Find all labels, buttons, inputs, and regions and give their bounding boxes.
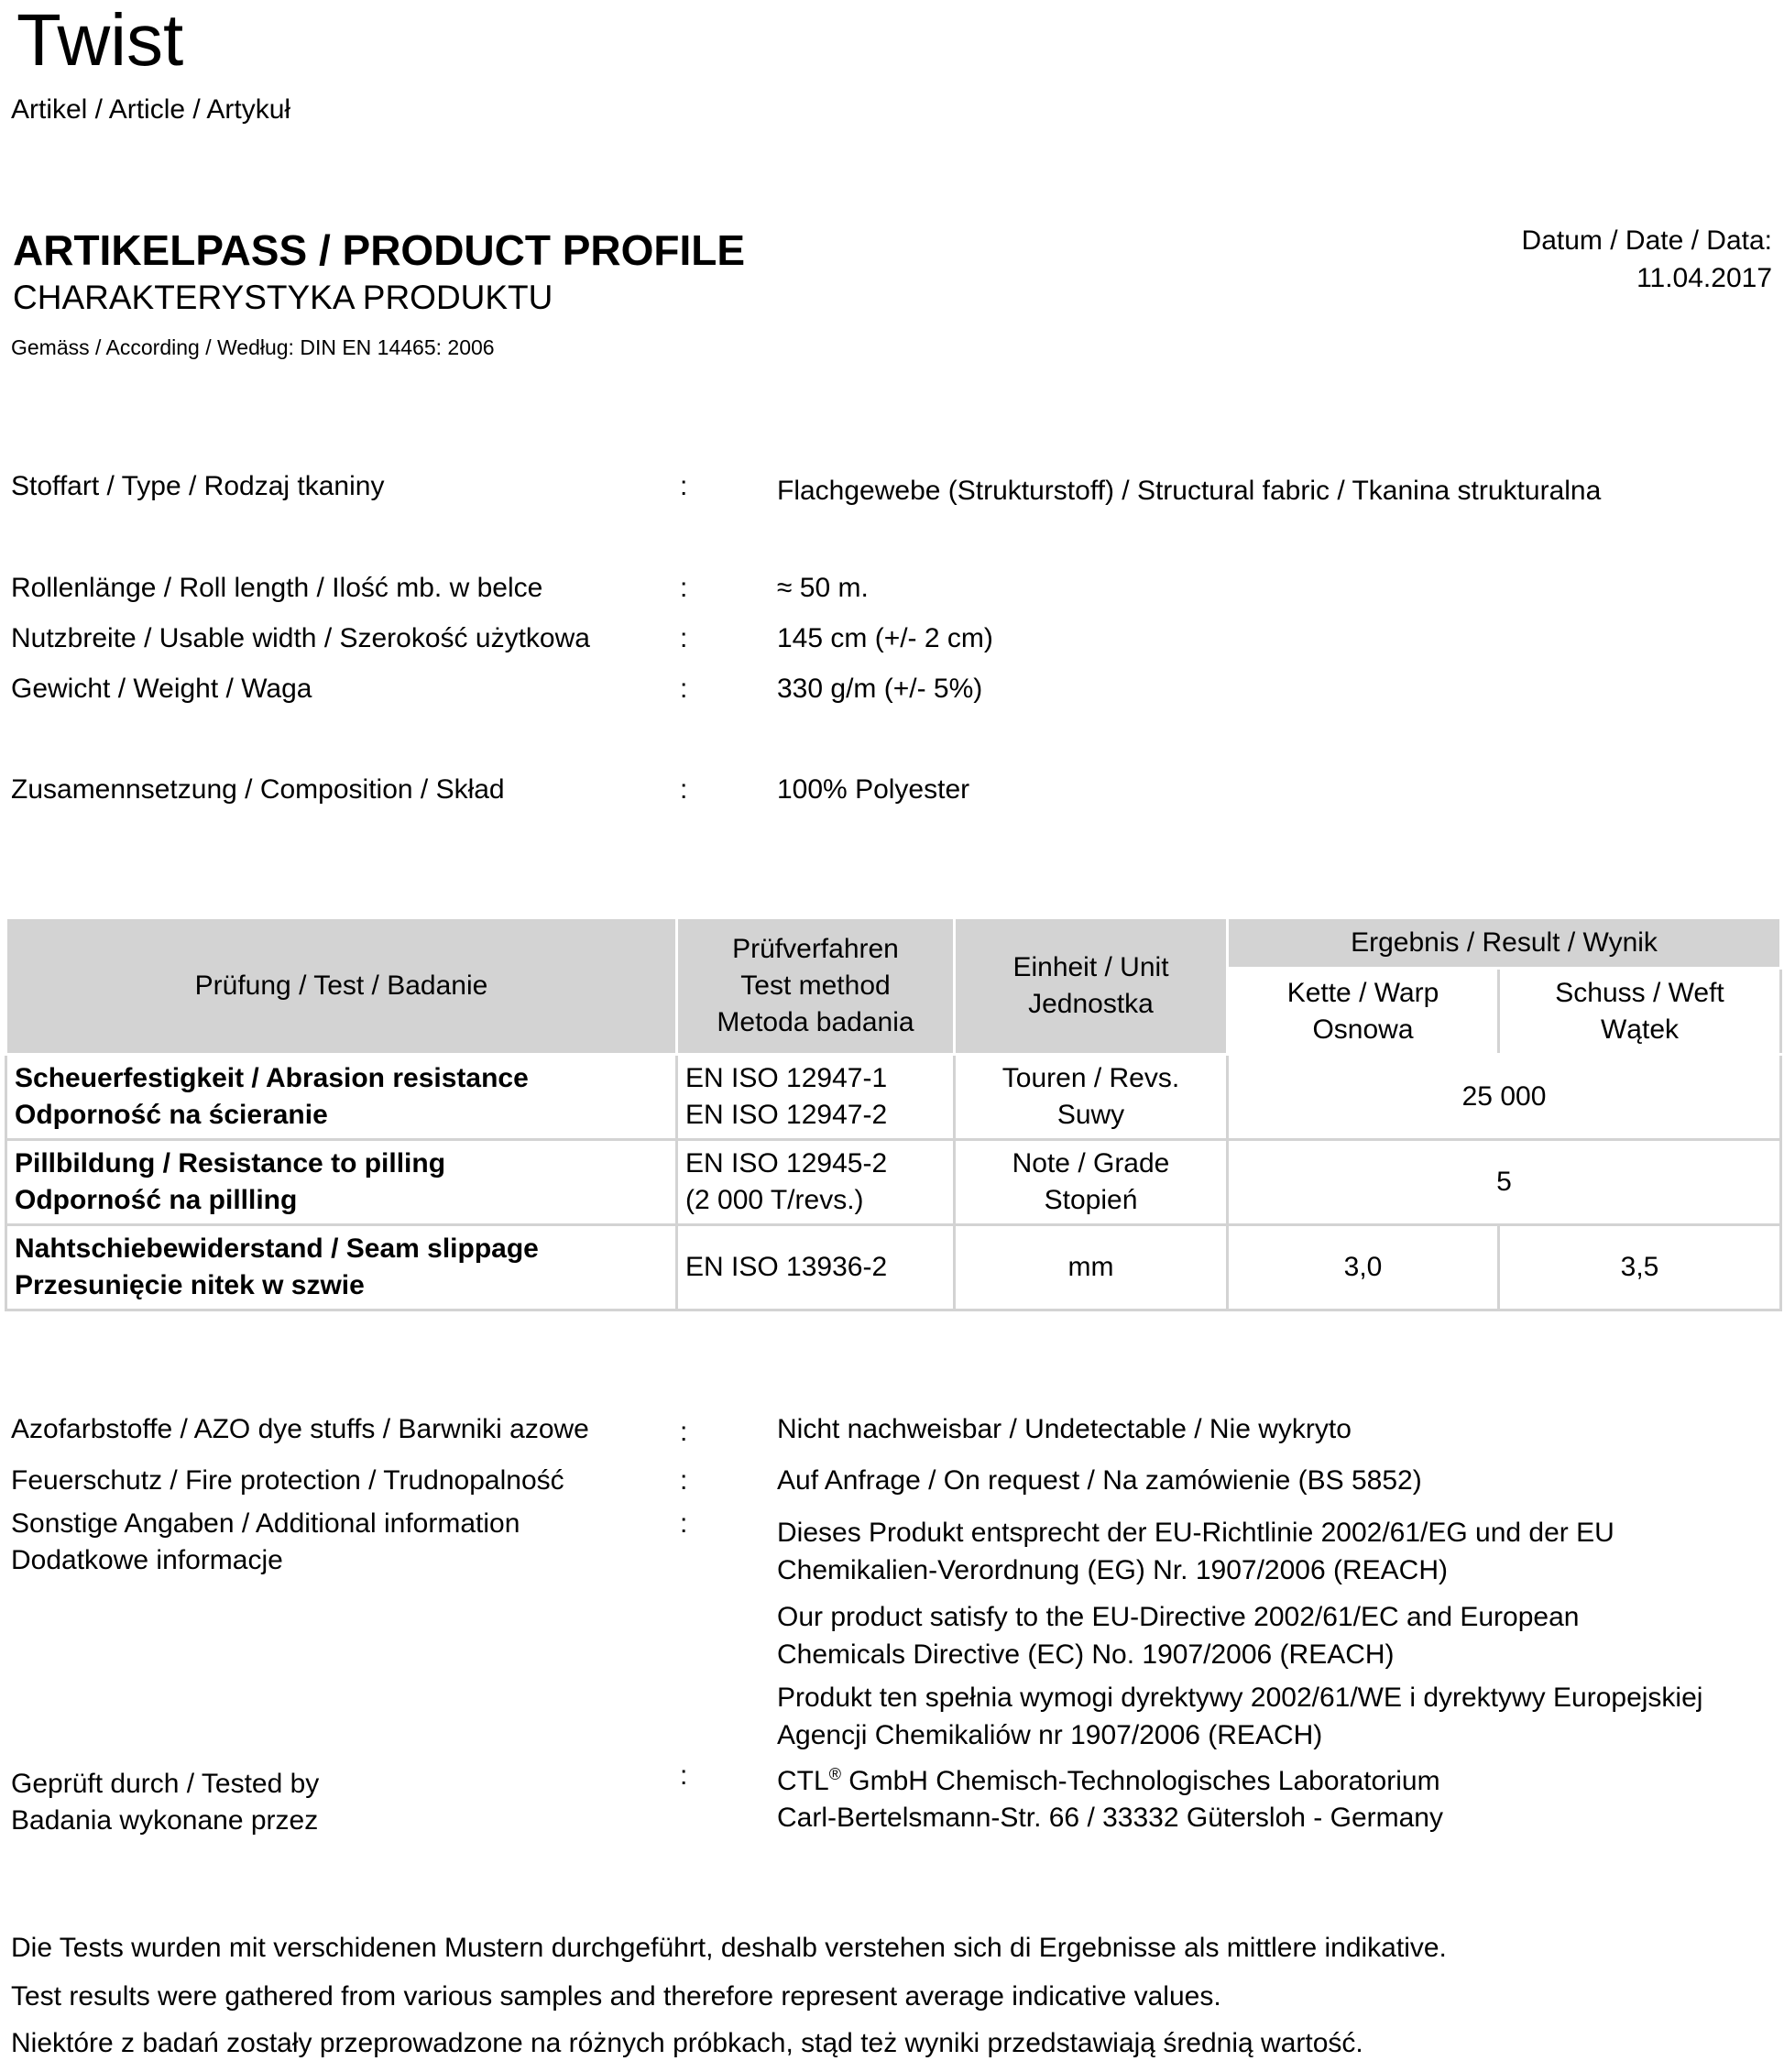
test-unit: Touren / Revs. Suwy [955, 1055, 1228, 1140]
lab-address: Carl-Bertelsmann-Str. 66 / 33332 Gütersloh - Germany [777, 1803, 1443, 1833]
spec-weight-value: 330 g/m (+/- 5%) [777, 674, 983, 704]
info-paragraph-pl: Produkt ten spełnia wymogi dyrektywy 2002/61/WE i dyrektywy Europejskiej Agencji Chemikaliów nr 1907/2006 (REACH) [777, 1683, 1703, 1750]
spec-roll-length-colon: : [680, 573, 688, 603]
date-label: Datum / Date / Data: [1521, 225, 1772, 256]
lab-info [777, 1763, 1443, 1836]
header-method: Prüfverfahren Test method Metoda badania [677, 918, 955, 1055]
test-method: EN ISO 13936-2 [677, 1225, 955, 1310]
spec-roll-length-label: Rollenlänge / Roll length / Ilość mb. w belce [11, 573, 543, 603]
fire-value: Auf Anfrage / On request / Na zamówienie (BS 5852) [777, 1465, 1422, 1496]
spec-type-value: Flachgewebe (Strukturstoff) / Structural fabric / Tkanina strukturalna [777, 476, 1602, 506]
footer-note-pl: Niektóre z badań zostały przeprowadzone na różnych próbkach, stąd też wyniki przedstawiają średnią wartość. [11, 2028, 1363, 2058]
spec-width-colon: : [680, 623, 688, 653]
header-unit: Einheit / Unit Jednostka [955, 918, 1228, 1055]
profile-subtitle: CHARAKTERYSTYKA PRODUKTU [13, 279, 553, 316]
spec-composition-colon: : [680, 774, 688, 805]
test-unit: Note / Grade Stopień [955, 1140, 1228, 1225]
azo-value: Nicht nachweisbar / Undetectable / Nie wykryto [777, 1414, 1352, 1444]
test-unit: mm [955, 1225, 1228, 1310]
spec-weight-colon: : [680, 674, 688, 704]
spec-weight-label: Gewicht / Weight / Waga [11, 674, 312, 704]
tested-by-colon: : [680, 1760, 688, 1791]
test-name: Scheuerfestigkeit / Abrasion resistance Odporność na ścieranie [6, 1055, 677, 1140]
table-row [6, 1225, 1781, 1310]
header-test: Prüfung / Test / Badanie [6, 918, 677, 1055]
test-result: 25 000 [1228, 1055, 1781, 1140]
spec-type-colon: : [680, 471, 688, 501]
spec-type-label: Stoffart / Type / Rodzaj tkaniny [11, 471, 385, 501]
header-result: Ergebnis / Result / Wynik [1228, 918, 1781, 969]
info-paragraph-en: Our product satisfy to the EU-Directive 2002/61/EC and European Chemicals Directive (EC) No. 1907/2006 (REACH) [777, 1602, 1580, 1670]
registered-mark: ® [828, 1765, 841, 1783]
fire-label: Feuerschutz / Fire protection / Trudnopalność [11, 1465, 564, 1496]
azo-colon: : [680, 1417, 688, 1447]
norm-reference: Gemäss / According / Według: DIN EN 14465: 2006 [11, 335, 495, 359]
test-method: EN ISO 12947-1 EN ISO 12947-2 [677, 1055, 955, 1140]
lab-name: CTL® GmbH Chemisch-Technologisches Laboratorium [777, 1765, 1440, 1796]
document-title: Twist [16, 0, 184, 81]
spec-roll-length-value: ≈ 50 m. [777, 573, 869, 603]
test-method: EN ISO 12945-2 (2 000 T/revs.) [677, 1140, 955, 1225]
spec-width-value: 145 cm (+/- 2 cm) [777, 623, 993, 653]
profile-title: ARTIKELPASS / PRODUCT PROFILE [13, 226, 746, 274]
table-row [6, 1140, 1781, 1225]
info-paragraph-de: Dieses Produkt entsprecht der EU-Richtlinie 2002/61/EG und der EU Chemikalien-Verordnung (EG) Nr. 1907/2006 (REACH) [777, 1518, 1614, 1585]
test-result-warp: 3,0 [1228, 1225, 1499, 1310]
table-row [6, 1055, 1781, 1140]
footer-note-de: Die Tests wurden mit verschidenen Mustern durchgeführt, deshalb verstehen sich di Ergebnisse als mittlere indikative. [11, 1933, 1447, 1963]
test-name: Pillbildung / Resistance to pilling Odporność na pillling [6, 1140, 677, 1225]
spec-composition-label: Zusamennsetzung / Composition / Skład [11, 774, 505, 805]
azo-label: Azofarbstoffe / AZO dye stuffs / Barwniki azowe [11, 1414, 589, 1444]
header-warp: Kette / Warp Osnowa [1228, 969, 1499, 1055]
header-weft: Schuss / Weft Wątek [1499, 969, 1781, 1055]
document-subtitle: Artikel / Article / Artykuł [11, 94, 291, 125]
test-result-weft: 3,5 [1499, 1225, 1781, 1310]
test-result: 5 [1228, 1140, 1781, 1225]
footer-note-en: Test results were gathered from various samples and therefore represent average indicative values. [11, 1981, 1221, 2012]
spec-width-label: Nutzbreite / Usable width / Szerokość użytkowa [11, 623, 590, 653]
spec-composition-value: 100% Polyester [777, 774, 970, 805]
info-colon: : [680, 1508, 688, 1539]
info-label: Sonstige Angaben / Additional information Dodatkowe informacje [11, 1508, 520, 1575]
test-results-table [5, 916, 1782, 1311]
fire-colon: : [680, 1465, 688, 1496]
date-value: 11.04.2017 [1636, 263, 1772, 293]
tested-by-label: Geprüft durch / Tested by Badania wykonane przez [11, 1769, 320, 1836]
test-name: Nahtschiebewiderstand / Seam slippage Przesunięcie nitek w szwie [6, 1225, 677, 1310]
